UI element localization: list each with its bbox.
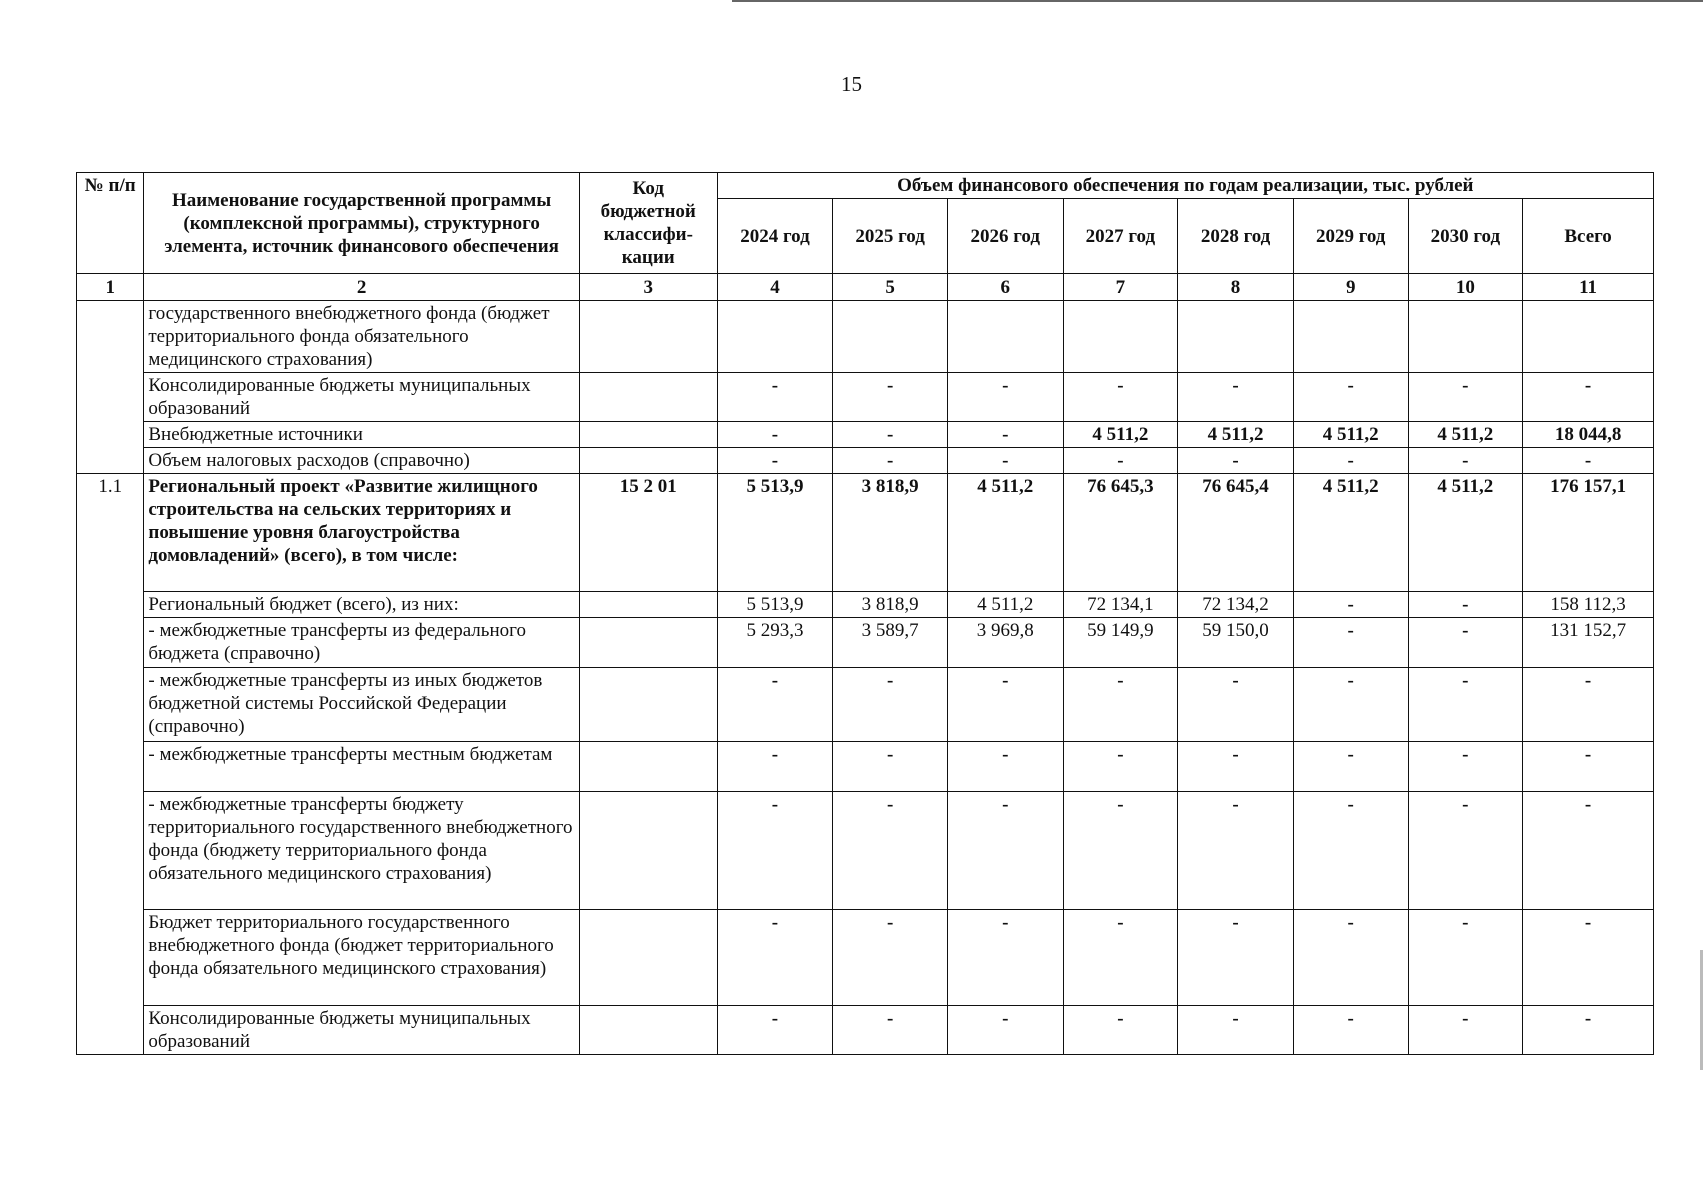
row-value: 3 818,9	[833, 592, 948, 618]
row-index	[77, 742, 144, 792]
row-code	[579, 301, 717, 373]
table-row	[77, 448, 1654, 474]
row-name: - межбюджетные трансферты из федерального бюджета (справочно)	[144, 618, 579, 668]
header-year: 2030 год	[1408, 199, 1523, 274]
row-value: -	[833, 1006, 948, 1055]
row-value	[1063, 301, 1178, 373]
row-value: 76 645,4	[1178, 474, 1294, 592]
table-row	[77, 618, 1654, 668]
row-value: -	[1063, 792, 1178, 910]
row-value: -	[1293, 618, 1408, 668]
column-number: 5	[833, 274, 948, 301]
row-value: 72 134,1	[1063, 592, 1178, 618]
row-total: -	[1523, 373, 1654, 422]
row-index	[77, 422, 144, 448]
row-value: -	[1063, 373, 1178, 422]
row-total: -	[1523, 668, 1654, 742]
row-code	[579, 910, 717, 1006]
row-name: Внебюджетные источники	[144, 422, 579, 448]
row-value: -	[833, 422, 948, 448]
row-value: -	[947, 448, 1063, 474]
row-value: 72 134,2	[1178, 592, 1294, 618]
row-total: -	[1523, 742, 1654, 792]
row-value: -	[1178, 792, 1294, 910]
column-number: 4	[717, 274, 833, 301]
row-code	[579, 618, 717, 668]
row-value: -	[717, 422, 833, 448]
row-index	[77, 618, 144, 668]
header-name: Наименование государственной программы (комплексной программы), структурного элемента, источник финансового обеспечения	[144, 173, 579, 274]
table-row	[77, 373, 1654, 422]
header-volume: Объем финансового обеспечения по годам реализации, тыс. рублей	[717, 173, 1653, 199]
row-value: -	[947, 910, 1063, 1006]
header-year: 2025 год	[833, 199, 948, 274]
row-value: -	[1408, 618, 1523, 668]
row-value: -	[1063, 448, 1178, 474]
row-value: -	[1293, 373, 1408, 422]
table-row	[77, 1006, 1654, 1055]
row-name: Бюджет территориального государственного внебюджетного фонда (бюджет территориального фонда обязательного медицинского страхования)	[144, 910, 579, 1006]
row-value: 4 511,2	[1063, 422, 1178, 448]
row-value: 4 511,2	[1293, 474, 1408, 592]
header-year: 2028 год	[1178, 199, 1294, 274]
row-value: -	[1293, 792, 1408, 910]
row-value: -	[717, 742, 833, 792]
table-row	[77, 592, 1654, 618]
row-name: Консолидированные бюджеты муниципальных образований	[144, 1006, 579, 1055]
row-value: -	[947, 668, 1063, 742]
row-total: 131 152,7	[1523, 618, 1654, 668]
header-year: 2026 год	[947, 199, 1063, 274]
row-code	[579, 742, 717, 792]
row-value: 4 511,2	[1178, 422, 1294, 448]
column-number: 11	[1523, 274, 1654, 301]
row-name: - межбюджетные трансферты местным бюджетам	[144, 742, 579, 792]
row-name: Региональный бюджет (всего), из них:	[144, 592, 579, 618]
row-value: -	[947, 1006, 1063, 1055]
row-name: государственного внебюджетного фонда (бюджет территориального фонда обязательного медицинского страхования)	[144, 301, 579, 373]
header-year: 2024 год	[717, 199, 833, 274]
row-value	[717, 301, 833, 373]
row-value: -	[1408, 910, 1523, 1006]
column-number: 10	[1408, 274, 1523, 301]
row-value: 59 149,9	[1063, 618, 1178, 668]
header-num: № п/п	[77, 173, 144, 274]
row-name: Консолидированные бюджеты муниципальных образований	[144, 373, 579, 422]
row-value: 3 818,9	[833, 474, 948, 592]
page-number: 15	[841, 72, 862, 96]
table-row	[77, 792, 1654, 910]
table-row	[77, 668, 1654, 742]
row-value: -	[717, 448, 833, 474]
row-index	[77, 301, 144, 373]
row-total: -	[1523, 792, 1654, 910]
header-code: Код бюджетной классифи-кации	[579, 173, 717, 274]
row-name: Региональный проект «Развитие жилищного строительства на сельских территориях и повышение уровня благоустройства домовладений» (всего), в том числе:	[144, 474, 579, 592]
table-row	[77, 742, 1654, 792]
row-value	[1408, 301, 1523, 373]
row-value	[833, 301, 948, 373]
row-value: -	[1293, 668, 1408, 742]
row-value: 4 511,2	[947, 474, 1063, 592]
column-number: 6	[947, 274, 1063, 301]
row-value: 59 150,0	[1178, 618, 1294, 668]
column-number: 8	[1178, 274, 1294, 301]
row-index	[77, 592, 144, 618]
row-total: 158 112,3	[1523, 592, 1654, 618]
row-value: 5 513,9	[717, 592, 833, 618]
row-value: -	[1408, 792, 1523, 910]
row-value	[947, 301, 1063, 373]
row-value: -	[1063, 668, 1178, 742]
row-code	[579, 448, 717, 474]
row-value: 4 511,2	[947, 592, 1063, 618]
row-code	[579, 1006, 717, 1055]
row-code	[579, 792, 717, 910]
row-value: -	[1178, 448, 1294, 474]
row-value: 4 511,2	[1408, 422, 1523, 448]
row-value: -	[1178, 1006, 1294, 1055]
top-rule	[732, 0, 1703, 2]
row-value: -	[1408, 592, 1523, 618]
row-value: -	[717, 910, 833, 1006]
row-value: -	[833, 792, 948, 910]
row-value: -	[1293, 910, 1408, 1006]
row-code	[579, 373, 717, 422]
row-value: -	[833, 742, 948, 792]
row-value: -	[1408, 668, 1523, 742]
row-value: -	[947, 792, 1063, 910]
row-value	[1178, 301, 1294, 373]
row-value: -	[1178, 373, 1294, 422]
header-total: Всего	[1523, 199, 1654, 274]
row-value: -	[1293, 742, 1408, 792]
row-code	[579, 422, 717, 448]
row-value: -	[1178, 742, 1294, 792]
row-code: 15 2 01	[579, 474, 717, 592]
row-index	[77, 373, 144, 422]
row-value: 5 293,3	[717, 618, 833, 668]
table-row	[77, 422, 1654, 448]
column-number: 3	[579, 274, 717, 301]
row-value: -	[1063, 742, 1178, 792]
row-value: 3 589,7	[833, 618, 948, 668]
row-value: -	[833, 373, 948, 422]
table-row	[77, 301, 1654, 373]
row-value: -	[1293, 1006, 1408, 1055]
row-value: -	[1063, 910, 1178, 1006]
header-year: 2029 год	[1293, 199, 1408, 274]
row-total: -	[1523, 448, 1654, 474]
row-total: 18 044,8	[1523, 422, 1654, 448]
row-value: -	[1293, 592, 1408, 618]
row-index	[77, 792, 144, 910]
row-value: -	[947, 422, 1063, 448]
row-value: -	[833, 448, 948, 474]
row-value: -	[947, 373, 1063, 422]
column-number: 9	[1293, 274, 1408, 301]
row-value: -	[1408, 373, 1523, 422]
column-number-row	[77, 274, 1654, 301]
row-value: -	[1408, 1006, 1523, 1055]
table-row	[77, 474, 1654, 592]
row-name: Объем налоговых расходов (справочно)	[144, 448, 579, 474]
column-number: 7	[1063, 274, 1178, 301]
row-index	[77, 910, 144, 1006]
row-total: 176 157,1	[1523, 474, 1654, 592]
row-value: 3 969,8	[947, 618, 1063, 668]
row-value: -	[717, 1006, 833, 1055]
row-value: -	[717, 792, 833, 910]
row-code	[579, 592, 717, 618]
row-value: -	[1063, 1006, 1178, 1055]
row-value: -	[717, 373, 833, 422]
row-value: -	[1408, 448, 1523, 474]
row-index	[77, 448, 144, 474]
header-year: 2027 год	[1063, 199, 1178, 274]
row-index: 1.1	[77, 474, 144, 592]
row-value: 76 645,3	[1063, 474, 1178, 592]
column-number: 1	[77, 274, 144, 301]
table-body	[77, 301, 1654, 1055]
row-total: -	[1523, 910, 1654, 1006]
row-value: -	[833, 668, 948, 742]
row-value: -	[1178, 910, 1294, 1006]
row-value: -	[1178, 668, 1294, 742]
row-value: -	[833, 910, 948, 1006]
row-value: -	[1408, 742, 1523, 792]
row-name: - межбюджетные трансферты бюджету территориального государственного внебюджетного фонда (бюджету территориального фонда обязательного медицинского страхования)	[144, 792, 579, 910]
column-number: 2	[144, 274, 579, 301]
row-value: 4 511,2	[1408, 474, 1523, 592]
row-value: -	[717, 668, 833, 742]
row-value: -	[1293, 448, 1408, 474]
row-index	[77, 1006, 144, 1055]
row-total: -	[1523, 1006, 1654, 1055]
row-value	[1293, 301, 1408, 373]
row-index	[77, 668, 144, 742]
row-name: - межбюджетные трансферты из иных бюджетов бюджетной системы Российской Федерации (справочно)	[144, 668, 579, 742]
row-value: 5 513,9	[717, 474, 833, 592]
row-value: -	[947, 742, 1063, 792]
table-row	[77, 910, 1654, 1006]
budget-table	[76, 172, 1654, 1055]
row-value: 4 511,2	[1293, 422, 1408, 448]
row-code	[579, 668, 717, 742]
row-total	[1523, 301, 1654, 373]
